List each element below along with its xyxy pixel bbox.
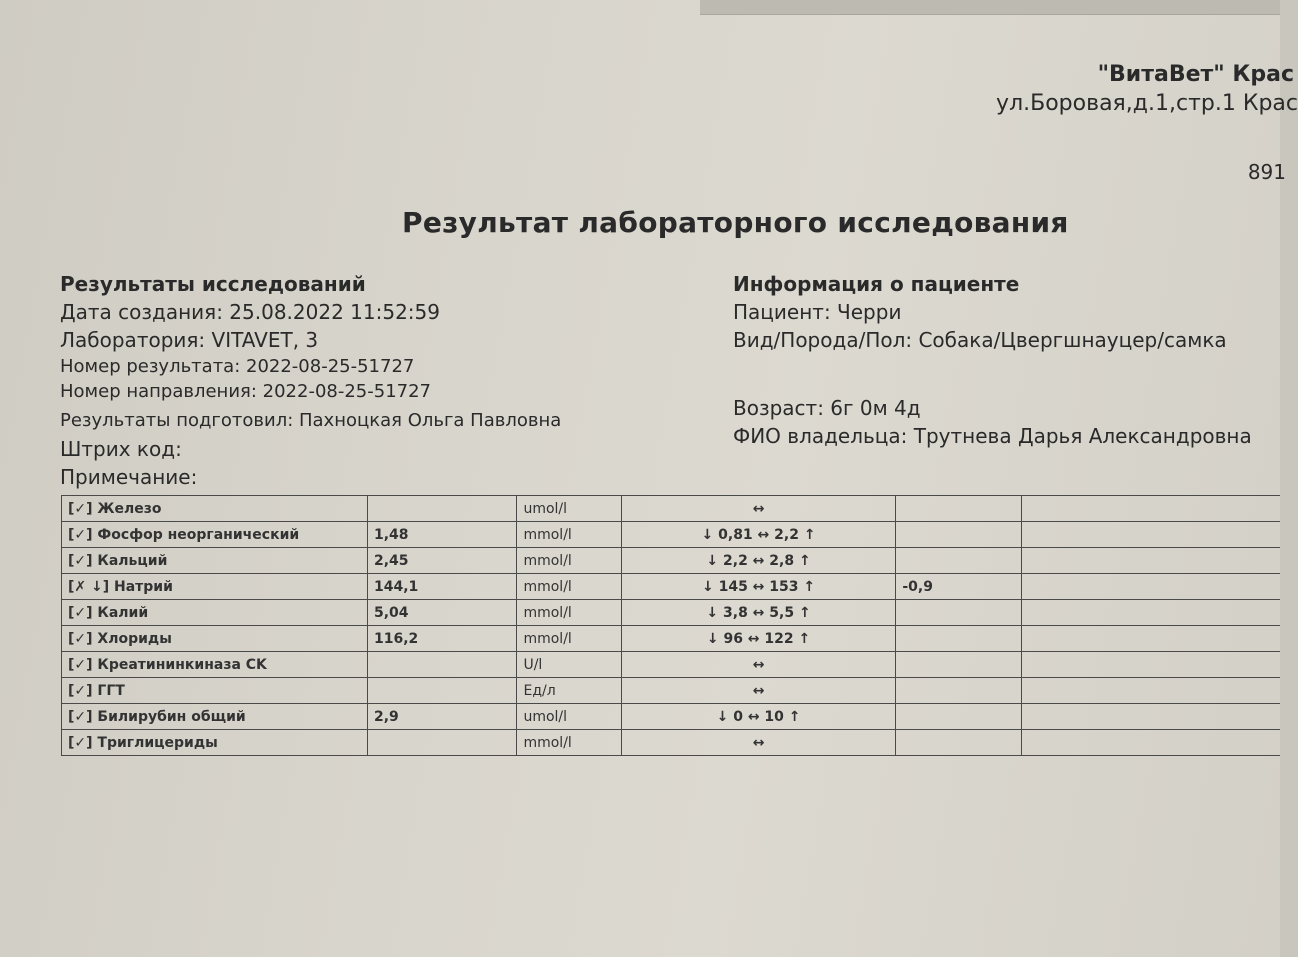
- test-reference: ↓ 3,8 ↔ 5,5 ↑: [621, 600, 896, 626]
- clinic-address: ул.Боровая,д.1,стр.1 Крас: [996, 91, 1298, 116]
- patient-info-block: [733, 272, 1252, 450]
- patient-name: Пациент: Черри: [733, 300, 902, 324]
- test-reference: ↔: [621, 730, 896, 756]
- test-name: [✓] Триглицериды: [62, 730, 368, 756]
- test-reference: ↓ 145 ↔ 153 ↑: [621, 574, 896, 600]
- test-name: [✗ ↓] Натрий: [62, 574, 368, 600]
- test-unit: mmol/l: [517, 730, 621, 756]
- test-unit: umol/l: [517, 704, 621, 730]
- test-name: [✓] Билирубин общий: [62, 704, 368, 730]
- results-info-block: [60, 272, 561, 491]
- test-deviation: [896, 652, 1022, 678]
- empty-cell: [1022, 548, 1281, 574]
- test-unit: mmol/l: [517, 522, 621, 548]
- barcode-label: Штрих код:: [60, 437, 182, 461]
- empty-cell: [1022, 574, 1281, 600]
- test-name: [✓] Хлориды: [62, 626, 368, 652]
- test-deviation: [896, 548, 1022, 574]
- test-value: [367, 496, 516, 522]
- laboratory: Лаборатория: VITAVET, 3: [60, 328, 319, 352]
- empty-cell: [1022, 678, 1281, 704]
- test-deviation: -0,9: [896, 574, 1022, 600]
- table-row: [62, 522, 1281, 548]
- test-unit: Ед/л: [517, 678, 621, 704]
- test-reference: ↓ 96 ↔ 122 ↑: [621, 626, 896, 652]
- empty-cell: [1022, 600, 1281, 626]
- test-unit: mmol/l: [517, 548, 621, 574]
- results-info-heading: Результаты исследований: [60, 272, 366, 296]
- test-unit: U/l: [517, 652, 621, 678]
- test-deviation: [896, 600, 1022, 626]
- test-value: [367, 730, 516, 756]
- empty-cell: [1022, 704, 1281, 730]
- test-deviation: [896, 678, 1022, 704]
- referral-number: Номер направления: 2022-08-25-51727: [60, 381, 432, 402]
- test-value: 144,1: [367, 574, 516, 600]
- test-name: [✓] Калий: [62, 600, 368, 626]
- test-reference: ↓ 2,2 ↔ 2,8 ↑: [621, 548, 896, 574]
- test-reference: ↔: [621, 678, 896, 704]
- test-deviation: [896, 496, 1022, 522]
- patient-species: Вид/Порода/Пол: Собака/Цвергшнауцер/самка: [733, 328, 1227, 352]
- empty-cell: [1022, 626, 1281, 652]
- table-row: [62, 678, 1281, 704]
- test-deviation: [896, 704, 1022, 730]
- empty-cell: [1022, 496, 1281, 522]
- note-label: Примечание:: [60, 465, 198, 489]
- table-row: [62, 730, 1281, 756]
- test-unit: umol/l: [517, 496, 621, 522]
- test-value: 116,2: [367, 626, 516, 652]
- empty-cell: [1022, 652, 1281, 678]
- table-row: [62, 574, 1281, 600]
- test-name: [✓] Кальций: [62, 548, 368, 574]
- previous-page-edge: [700, 0, 1280, 15]
- patient-age: Возраст: 6г 0м 4д: [733, 396, 921, 420]
- table-row: [62, 626, 1281, 652]
- test-unit: mmol/l: [517, 574, 621, 600]
- test-reference: ↔: [621, 652, 896, 678]
- test-unit: mmol/l: [517, 600, 621, 626]
- clinic-name: "ВитаВет" Крас: [1097, 62, 1294, 87]
- test-name: [✓] Креатининкиназа CK: [62, 652, 368, 678]
- test-value: 1,48: [367, 522, 516, 548]
- table-row: [62, 600, 1281, 626]
- table-row: [62, 496, 1281, 522]
- test-value: [367, 652, 516, 678]
- test-deviation: [896, 522, 1022, 548]
- clinic-phone: 891: [1247, 160, 1286, 184]
- patient-info-heading: Информация о пациенте: [733, 272, 1020, 296]
- test-name: [✓] ГГТ: [62, 678, 368, 704]
- prepared-by: Результаты подготовил: Пахноцкая Ольга Павловна: [60, 410, 562, 431]
- empty-cell: [1022, 522, 1281, 548]
- test-value: [367, 678, 516, 704]
- test-unit: mmol/l: [517, 626, 621, 652]
- result-number: Номер результата: 2022-08-25-51727: [60, 356, 415, 377]
- table-row: [62, 704, 1281, 730]
- test-name: [✓] Железо: [62, 496, 368, 522]
- document-title: Результат лабораторного исследования: [402, 206, 1069, 239]
- table-row: [62, 652, 1281, 678]
- test-value: 5,04: [367, 600, 516, 626]
- results-table: [61, 495, 1280, 756]
- empty-cell: [1022, 730, 1281, 756]
- table-row: [62, 548, 1281, 574]
- test-reference: ↓ 0,81 ↔ 2,2 ↑: [621, 522, 896, 548]
- test-deviation: [896, 730, 1022, 756]
- creation-date: Дата создания: 25.08.2022 11:52:59: [60, 300, 440, 324]
- test-value: 2,45: [367, 548, 516, 574]
- test-deviation: [896, 626, 1022, 652]
- test-value: 2,9: [367, 704, 516, 730]
- test-reference: ↔: [621, 496, 896, 522]
- owner-name: ФИО владельца: Трутнева Дарья Александровна: [733, 424, 1252, 448]
- clinic-header: [996, 62, 1298, 116]
- test-reference: ↓ 0 ↔ 10 ↑: [621, 704, 896, 730]
- test-name: [✓] Фосфор неорганический: [62, 522, 368, 548]
